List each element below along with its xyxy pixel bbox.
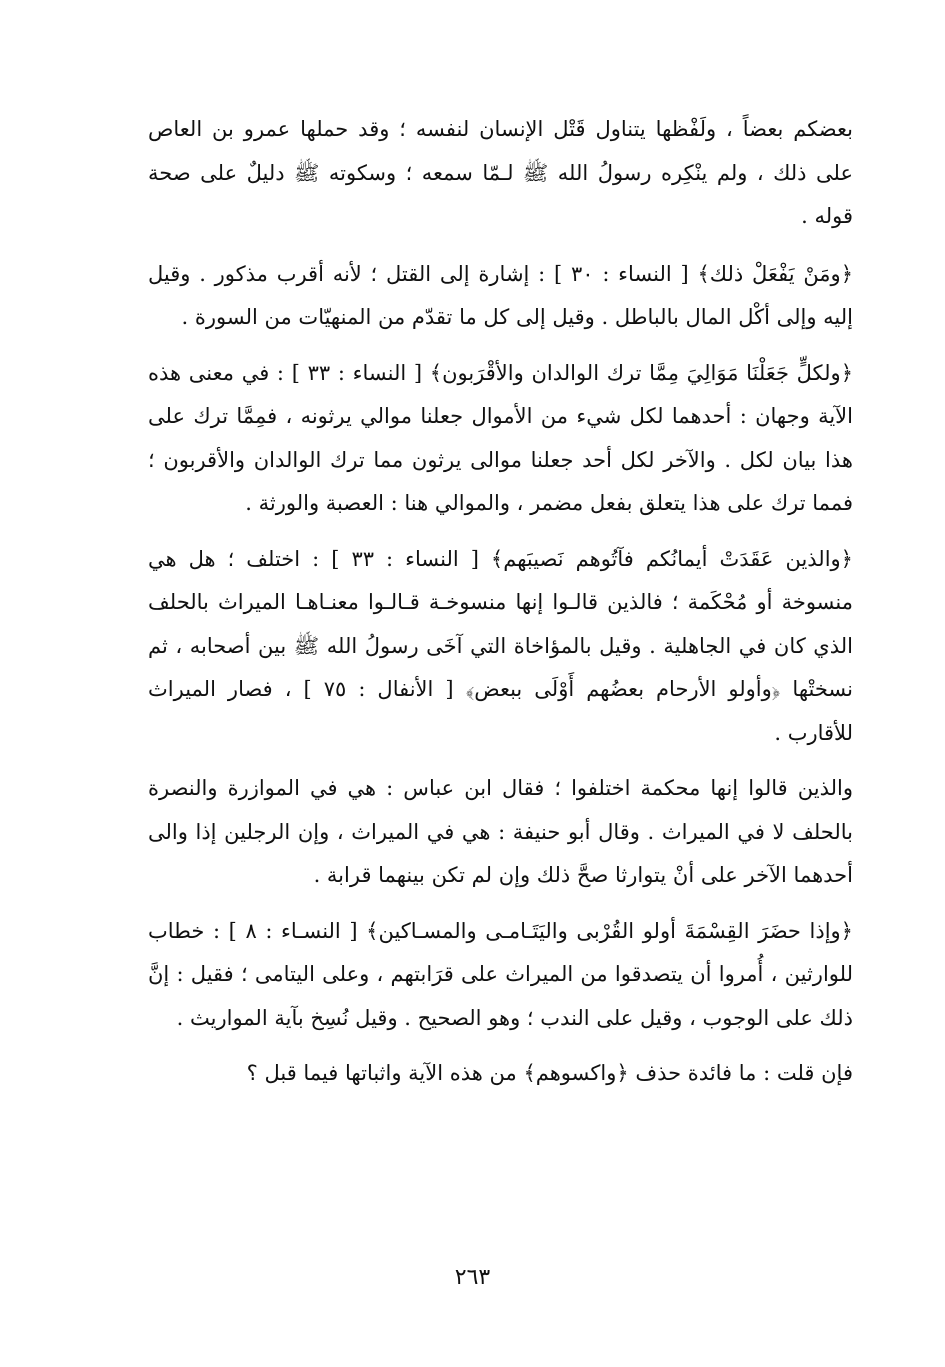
- paragraph-1: بعضكم بعضاً ، ولَفْظها يتناول قَتْل الإنسان لنفسه ؛ وقد حملها عمرو بن العاص على ذلك ، ولم ينْكِره رسولُ الله ﷺ لـمّا سمعه ؛ وسكوته ﷺ دليلٌ على صحة قوله .: [148, 117, 853, 228]
- body-text: [148, 108, 853, 1108]
- paragraph-6: ﴿وإذا حضَرَ القِسْمَةَ أولو القُرْبى واليَتَـامـى والمسـاكين﴾ [ النسـاء : ٨ ] : خطاب للوارثين ، أُمروا أن يتصدقوا من الميراث على قرَابتهم ، وعلى اليتامى ؛ فقيل : إنَّ ذلك على الوجوب ، وقيل على الندب ؛ وهو الصحيح . وقيل نُسِخ بآية المواريث .: [148, 918, 853, 1030]
- paragraph-7: فإن قلت : ما فائدة حذف ﴿واكسوهم﴾ من هذه الآية واثباتها فيما قبل ؟: [246, 1061, 853, 1085]
- paragraph-5: والذين قالوا إنها محكمة اختلفوا ؛ فقال ابن عباس : هي في الموازرة والنصرة بالحلف لا في الميراث . وقال أبو حنيفة : هي في الميراث ، وإن الرجلين إذا والى أحدهما الآخر على أنْ يتوارثا صحَّ ذلك وإن لم تكن بينهما قرابة .: [148, 776, 853, 887]
- paragraph-3: ﴿ولكلٍّ جَعَلْنَا مَوَالِيَ مِمَّا ترك الوالدان والأقْرَبون﴾ [ النساء : ٣٣ ] : في معنى هذه الآية وجهان : أحدهما لكل شيء من الأموال جعلنا موالي يرثونه ، فمِمَّا ترك على هذا بيان لكل . والآخر لكل أحد جعلنا موالى يرثون مما ترك الوالدان والأقربون ؛ فمما ترك على هذا يتعلق بفعل مضمر ، والموالي هنا : العصبة والورثة .: [148, 360, 853, 515]
- paragraph-4: ﴿والذين عَقَدَتْ أيمانُكم فآتُوهم نَصيبَهم﴾ [ النساء : ٣٣ ] : اختلف ؛ هل هي منسوخة أو مُحْكَمة ؛ فالذين قالـوا إنها منسوخـة قـالـوا معنـاهـا الميراث بالحلف الذي كان في الجاهلية . وقيل بالمؤاخاة التي آخَى رسولُ الله ﷺ بين أصحابه ، ثم نسختْها ﴿وأولو الأرحام بعضُهم أَوْلَى ببعض﴾ [ الأنفال : ٧٥ ] ، فصار الميراث للأقارب .: [148, 546, 853, 745]
- page-number: ٢٦٣: [454, 1265, 491, 1290]
- paragraph-2: ﴿ومَنْ يَفْعَلْ ذلك﴾ [ النساء : ٣٠ ] : إشارة إلى القتل ؛ لأنه أقرب مذكور . وقيل إليه وإلى أكْل المال بالباطل . وقيل إلى كل ما تقدّم من المنهيّات من السورة .: [148, 261, 853, 329]
